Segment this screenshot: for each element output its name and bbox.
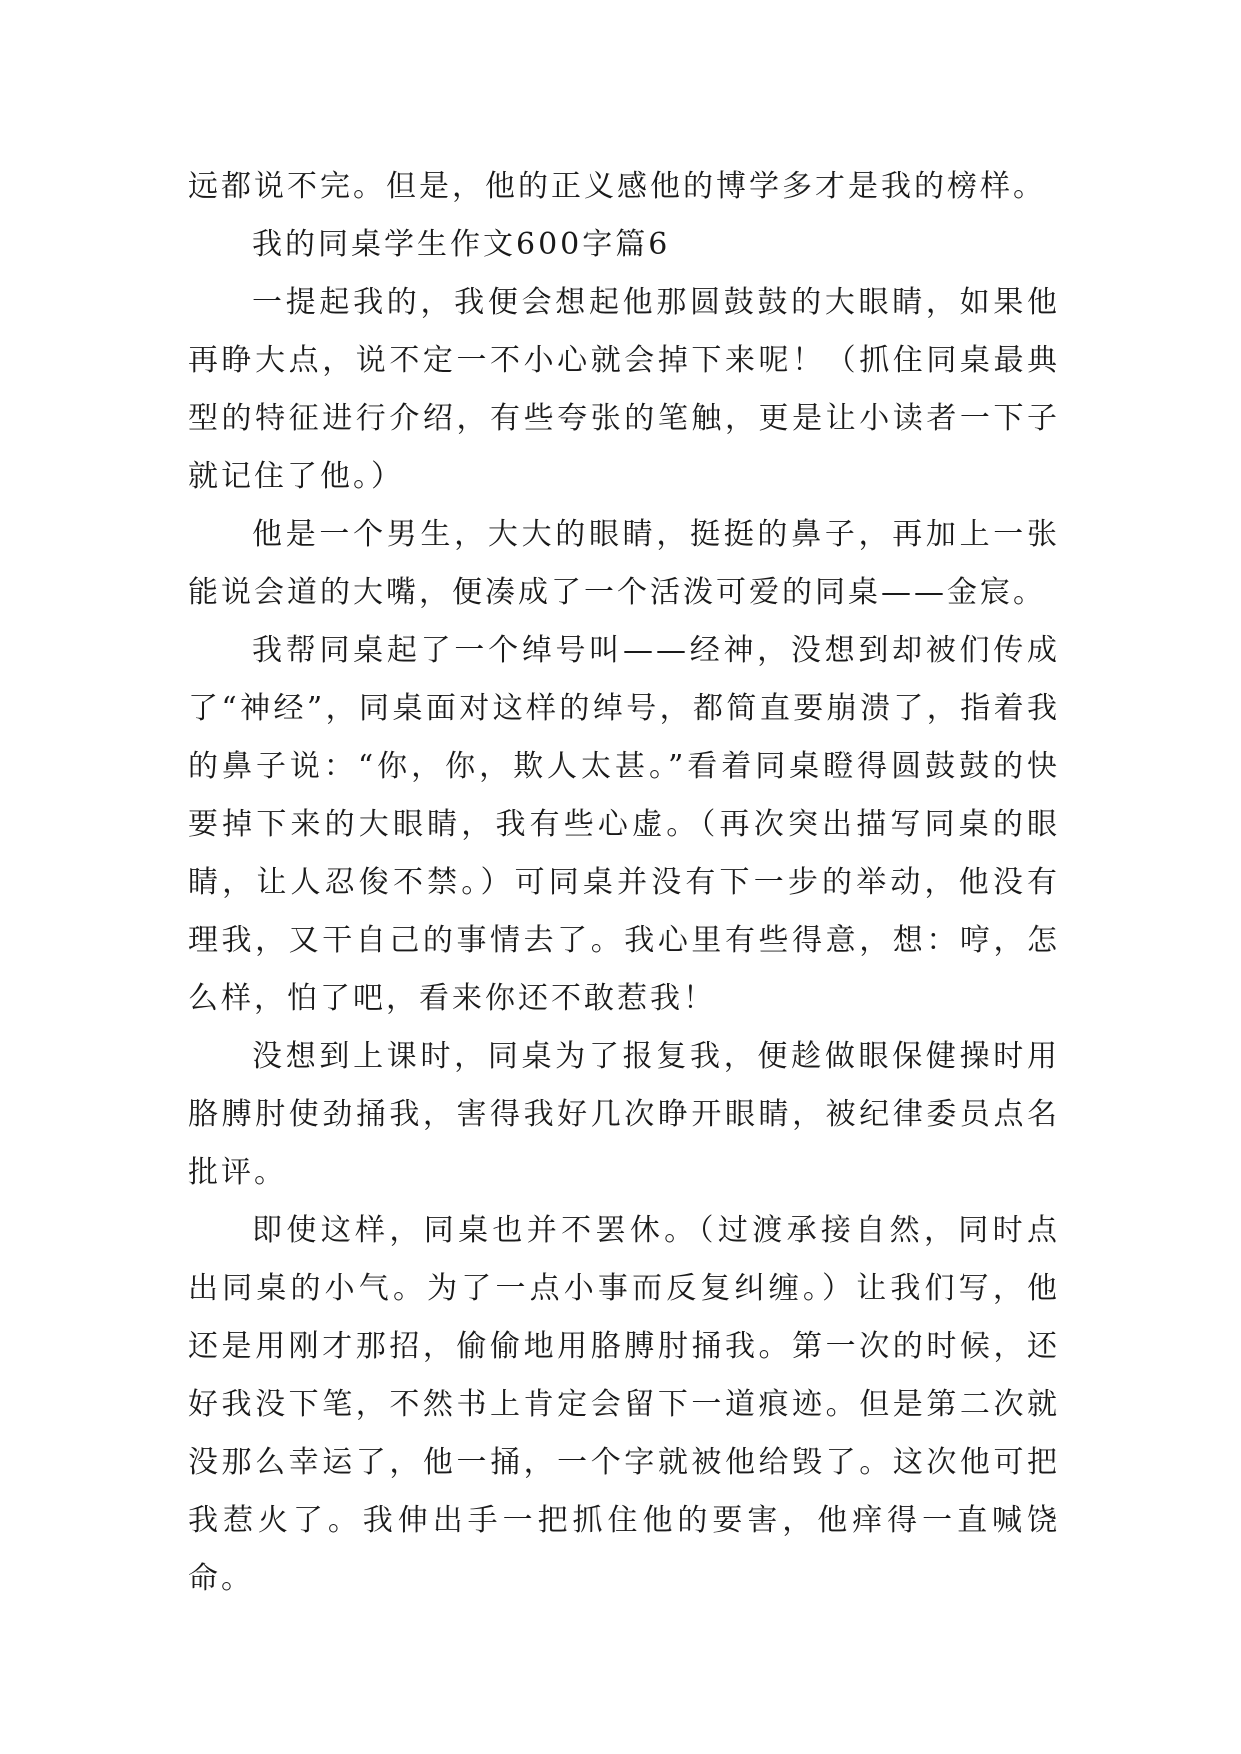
- body-paragraph-3: 我帮同桌起了一个绰号叫——经神，没想到却被们传成了“神经”，同桌面对这样的绰号，都简直要崩溃了，指着我的鼻子说：“你，你，欺人太甚。”看着同桌瞪得圆鼓鼓的快要掉下来的大眼睛，我有些心虚。（再次突出描写同桌的眼睛，让人忍俊不禁。）可同桌并没有下一步的举动，他没有理我，又干自己的事情去了。我心里有些得意，想：哼，怎么样，怕了吧，看来你还不敢惹我！: [188, 633, 1060, 1016]
- essay-heading: 我的同桌学生作文600字篇6: [252, 227, 671, 262]
- continuation-paragraph: 远都说不完。但是，他的正义感他的博学多才是我的榜样。: [188, 169, 1046, 204]
- body-paragraph-2: 他是一个男生，大大的眼睛，挺挺的鼻子，再加上一张能说会道的大嘴，便凑成了一个活泼可爱的同桌——金宸。: [188, 517, 1060, 610]
- body-paragraph-5: 即使这样，同桌也并不罢休。（过渡承接自然，同时点出同桌的小气。为了一点小事而反复纠缠。）让我们写，他还是用刚才那招，偷偷地用胳膊肘捅我。第一次的时候，还好我没下笔，不然书上肯定会留下一道痕迹。但是第二次就没那么幸运了，他一捅，一个字就被他给毁了。这次他可把我惹火了。我伸出手一把抓住他的要害，他痒得一直喊饶命。: [188, 1213, 1060, 1596]
- document-page: [188, 158, 1060, 1608]
- body-paragraph-4: 没想到上课时，同桌为了报复我，便趁做眼保健操时用胳膊肘使劲捅我，害得我好几次睁开眼睛，被纪律委员点名批评。: [188, 1039, 1060, 1190]
- body-paragraph-1: 一提起我的，我便会想起他那圆鼓鼓的大眼睛，如果他再睁大点，说不定一不小心就会掉下来呢！（抓住同桌最典型的特征进行介绍，有些夸张的笔触，更是让小读者一下子就记住了他。）: [188, 285, 1060, 494]
